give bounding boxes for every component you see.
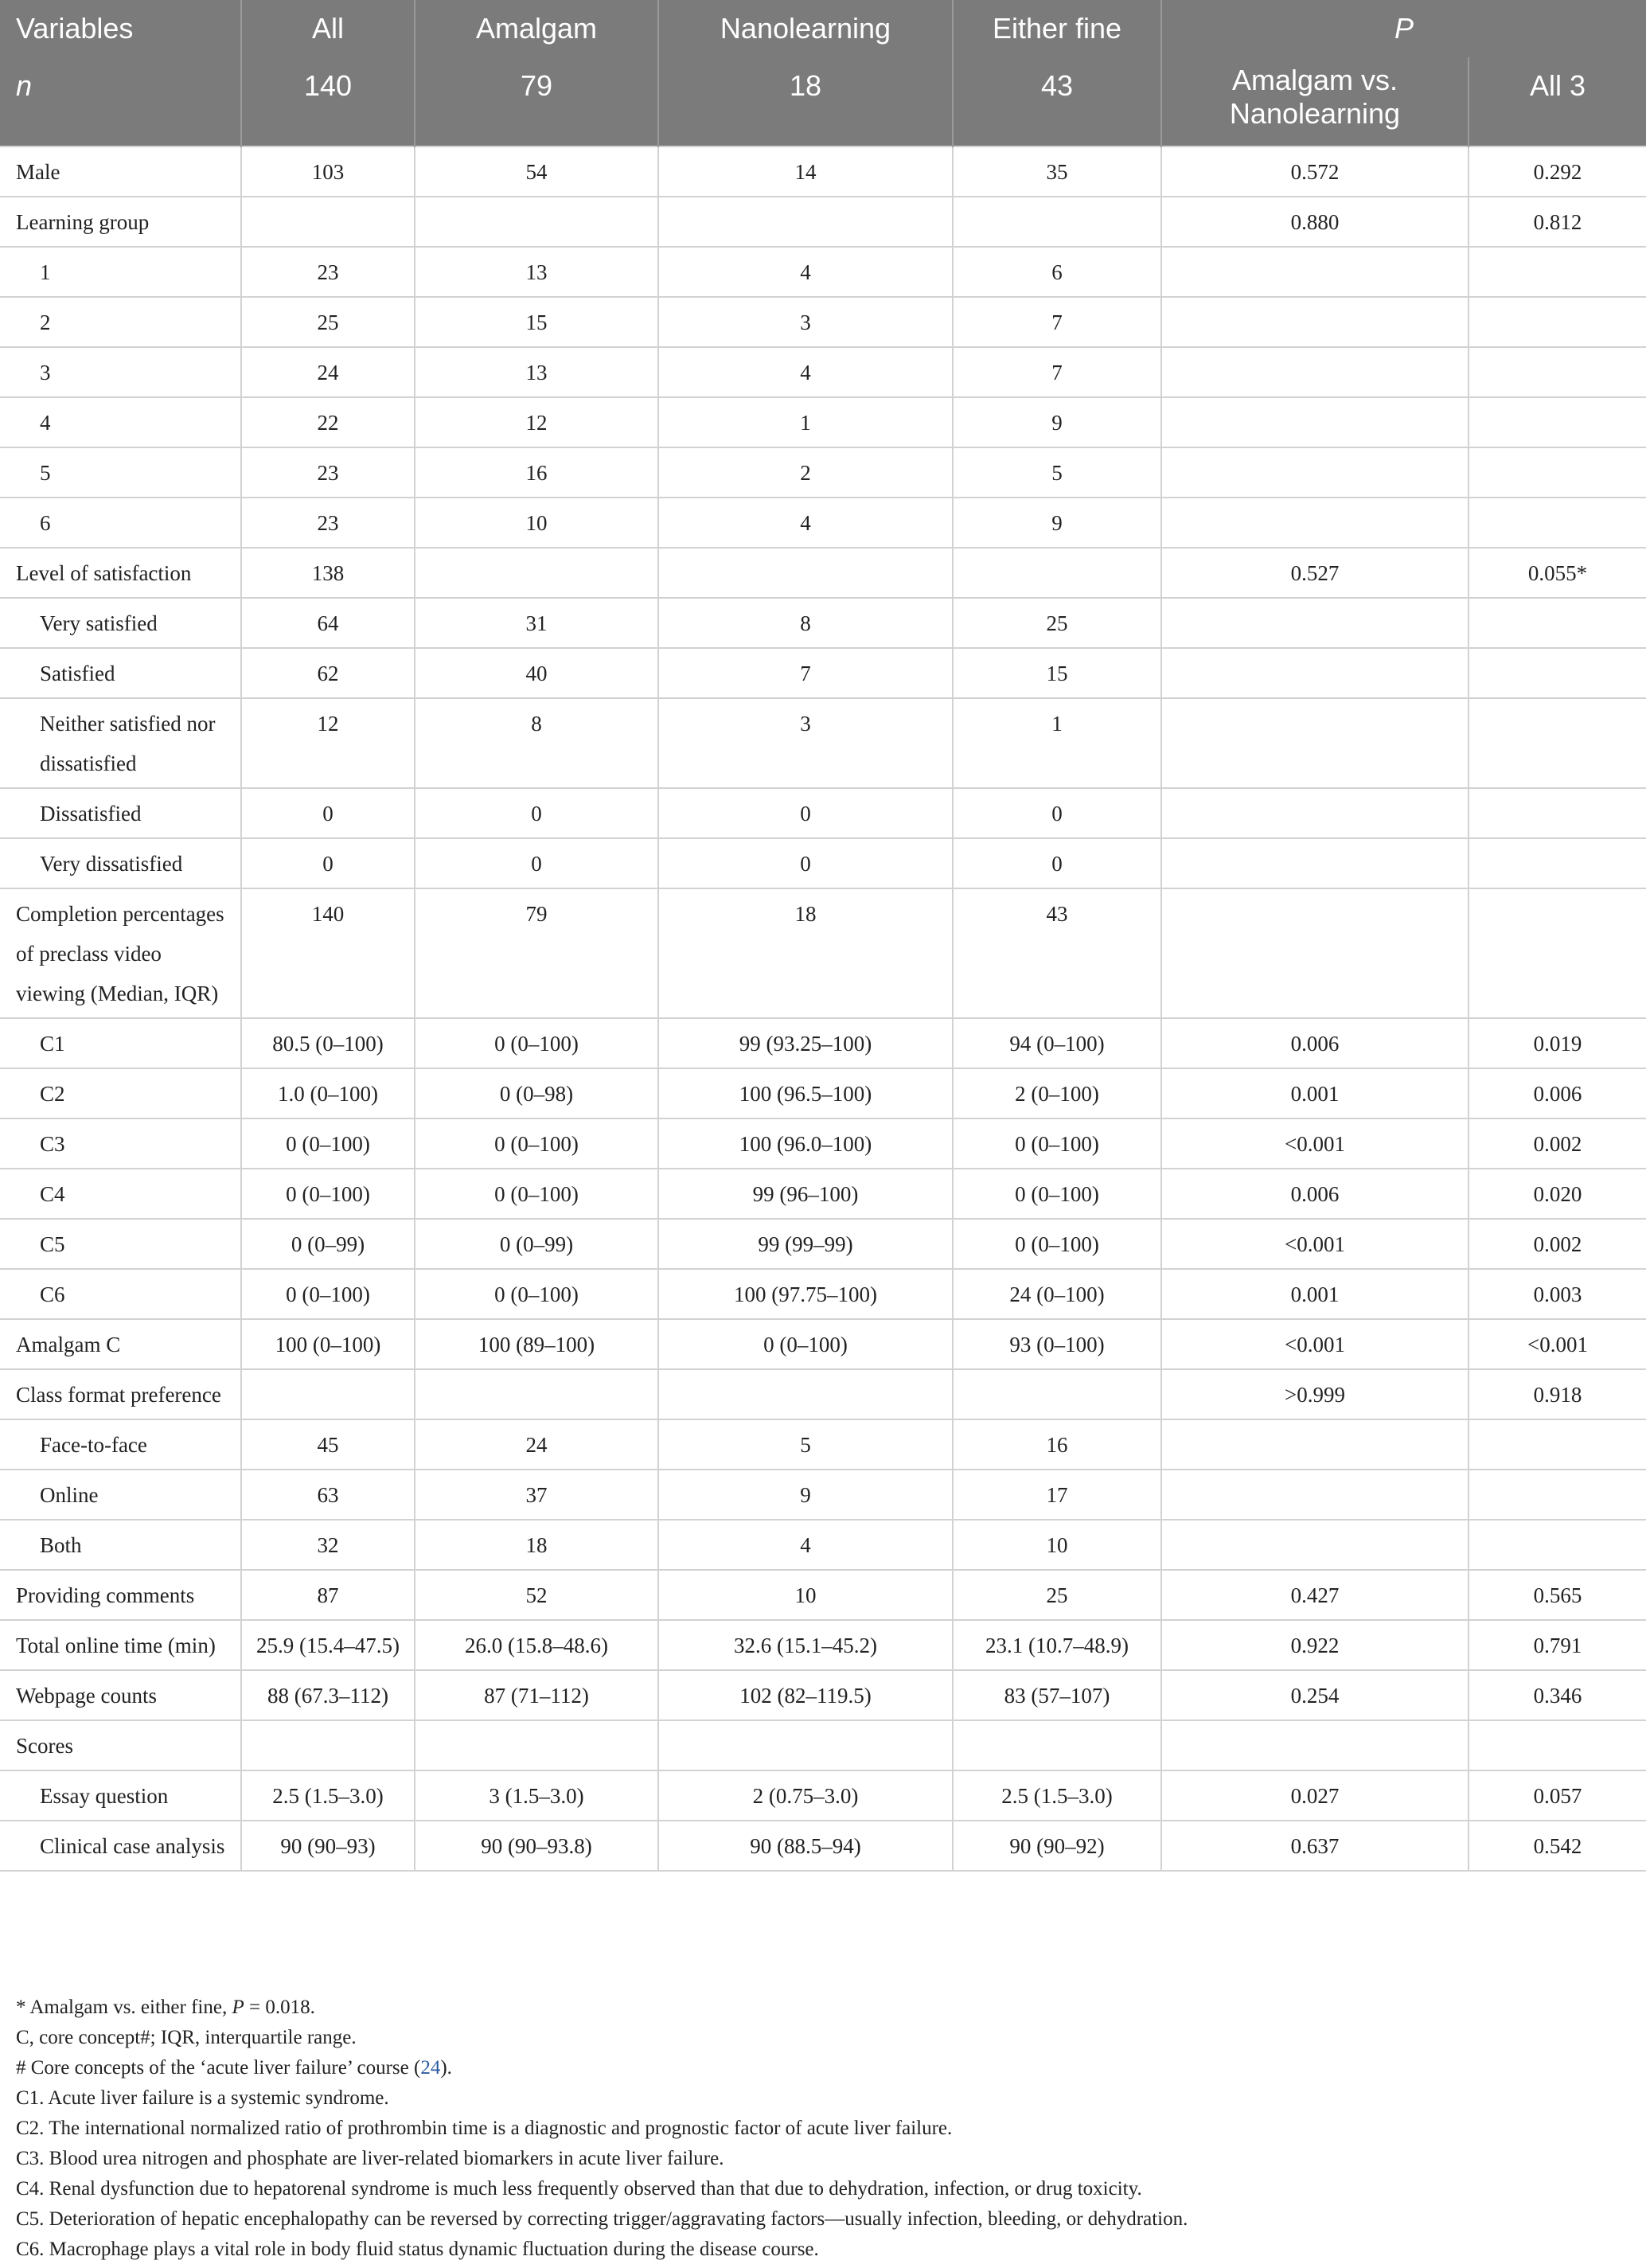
cell-p-amalgam-vs-nano: 0.427 — [1161, 1570, 1469, 1620]
cell-p-all3 — [1469, 598, 1646, 648]
cell-either-fine: 2 (0–100) — [953, 1068, 1161, 1118]
cell-amalgam: 15 — [415, 297, 658, 347]
table-row — [0, 648, 1646, 698]
row-label: Dissatisfied — [0, 788, 241, 838]
header-n-amalgam: 79 — [415, 57, 658, 146]
cell-either-fine: 23.1 (10.7–48.9) — [953, 1620, 1161, 1670]
table-row — [0, 838, 1646, 888]
header-amalgam: Amalgam — [415, 0, 658, 57]
cell-p-amalgam-vs-nano: >0.999 — [1161, 1369, 1469, 1419]
row-label: C3 — [0, 1118, 241, 1169]
row-label: Providing comments — [0, 1570, 241, 1620]
cell-p-all3: 0.020 — [1469, 1169, 1646, 1219]
cell-either-fine: 7 — [953, 347, 1161, 397]
row-label: Both — [0, 1520, 241, 1570]
cell-p-amalgam-vs-nano — [1161, 788, 1469, 838]
cell-p-amalgam-vs-nano — [1161, 347, 1469, 397]
table-row — [0, 1419, 1646, 1470]
row-label: Very dissatisfied — [0, 838, 241, 888]
cell-p-all3 — [1469, 1720, 1646, 1770]
cell-amalgam: 13 — [415, 347, 658, 397]
cell-nanolearning: 14 — [658, 146, 953, 197]
table-row — [0, 888, 1646, 1018]
cell-p-amalgam-vs-nano: 0.880 — [1161, 197, 1469, 247]
table-row — [0, 1068, 1646, 1118]
cell-p-amalgam-vs-nano: 0.006 — [1161, 1018, 1469, 1068]
cell-all: 1.0 (0–100) — [241, 1068, 415, 1118]
cell-p-all3 — [1469, 297, 1646, 347]
row-label: Completion percentages of preclass video viewing (Median, IQR) — [0, 888, 241, 1018]
cell-p-amalgam-vs-nano: 0.027 — [1161, 1770, 1469, 1821]
cell-p-amalgam-vs-nano: <0.001 — [1161, 1319, 1469, 1369]
cell-amalgam: 26.0 (15.8–48.6) — [415, 1620, 658, 1670]
row-label: Clinical case analysis — [0, 1821, 241, 1871]
row-label: 6 — [0, 498, 241, 548]
concept-c6: C6. Macrophage plays a vital role in body fluid status dynamic fluctuation during the disease course. — [16, 2239, 819, 2260]
cell-either-fine: 0 (0–100) — [953, 1219, 1161, 1269]
row-label: Male — [0, 146, 241, 197]
row-label: Satisfied — [0, 648, 241, 698]
header-nanolearning: Nanolearning — [658, 0, 953, 57]
cell-amalgam: 0 (0–99) — [415, 1219, 658, 1269]
cell-either-fine: 1 — [953, 698, 1161, 788]
cell-p-all3 — [1469, 838, 1646, 888]
cell-amalgam: 0 (0–98) — [415, 1068, 658, 1118]
cell-amalgam: 0 — [415, 788, 658, 838]
concept-c3: C3. Blood urea nitrogen and phosphate are liver-related biomarkers in acute liver failure. — [16, 2148, 724, 2169]
cell-either-fine: 94 (0–100) — [953, 1018, 1161, 1068]
cell-nanolearning: 99 (93.25–100) — [658, 1018, 953, 1068]
cell-either-fine: 93 (0–100) — [953, 1319, 1161, 1369]
cell-either-fine: 6 — [953, 247, 1161, 297]
cell-all — [241, 1720, 415, 1770]
cell-nanolearning: 32.6 (15.1–45.2) — [658, 1620, 953, 1670]
cell-amalgam: 16 — [415, 447, 658, 498]
table-row — [0, 347, 1646, 397]
cell-all: 103 — [241, 146, 415, 197]
cell-nanolearning: 99 (99–99) — [658, 1219, 953, 1269]
cell-p-amalgam-vs-nano — [1161, 297, 1469, 347]
header-all: All — [241, 0, 415, 57]
cell-p-all3 — [1469, 788, 1646, 838]
cell-either-fine: 43 — [953, 888, 1161, 1018]
row-label: Scores — [0, 1720, 241, 1770]
row-label: Level of satisfaction — [0, 548, 241, 598]
row-label: Webpage counts — [0, 1670, 241, 1720]
cell-all: 90 (90–93) — [241, 1821, 415, 1871]
header-either-fine: Either fine — [953, 0, 1161, 57]
cell-amalgam: 40 — [415, 648, 658, 698]
cell-p-all3: 0.002 — [1469, 1219, 1646, 1269]
table-row — [0, 247, 1646, 297]
cell-p-amalgam-vs-nano — [1161, 1470, 1469, 1520]
cell-all: 25 — [241, 297, 415, 347]
cell-nanolearning: 8 — [658, 598, 953, 648]
header-variables: Variables — [0, 0, 241, 57]
cell-p-amalgam-vs-nano — [1161, 447, 1469, 498]
cell-all: 140 — [241, 888, 415, 1018]
cell-all: 24 — [241, 347, 415, 397]
cell-either-fine: 0 — [953, 788, 1161, 838]
row-label: 2 — [0, 297, 241, 347]
cell-either-fine — [953, 1369, 1161, 1419]
cell-nanolearning: 4 — [658, 347, 953, 397]
cell-nanolearning: 3 — [658, 297, 953, 347]
cell-nanolearning: 0 (0–100) — [658, 1319, 953, 1369]
concept-c2: C2. The international normalized ratio of prothrombin time is a diagnostic and prognostic factor of acute liver failure. — [16, 2118, 953, 2139]
cell-p-all3 — [1469, 247, 1646, 297]
cell-amalgam: 13 — [415, 247, 658, 297]
cell-nanolearning: 4 — [658, 1520, 953, 1570]
table-row — [0, 1169, 1646, 1219]
row-label: Class format preference — [0, 1369, 241, 1419]
cell-p-amalgam-vs-nano: <0.001 — [1161, 1219, 1469, 1269]
cell-all: 23 — [241, 498, 415, 548]
cell-amalgam — [415, 548, 658, 598]
table-row — [0, 146, 1646, 197]
cell-p-all3: 0.006 — [1469, 1068, 1646, 1118]
cell-p-all3 — [1469, 888, 1646, 1018]
row-label: C4 — [0, 1169, 241, 1219]
cell-all: 0 — [241, 838, 415, 888]
table-row — [0, 788, 1646, 838]
reference-link[interactable]: 24 — [420, 2057, 441, 2079]
cell-p-all3: 0.346 — [1469, 1670, 1646, 1720]
row-label: 3 — [0, 347, 241, 397]
cell-either-fine: 5 — [953, 447, 1161, 498]
row-label: Very satisfied — [0, 598, 241, 648]
table-row — [0, 197, 1646, 247]
cell-p-all3: 0.003 — [1469, 1269, 1646, 1319]
table-row — [0, 598, 1646, 648]
row-label: Total online time (min) — [0, 1620, 241, 1670]
cell-p-amalgam-vs-nano — [1161, 838, 1469, 888]
table-row — [0, 1369, 1646, 1419]
cell-amalgam: 90 (90–93.8) — [415, 1821, 658, 1871]
cell-nanolearning — [658, 1369, 953, 1419]
cell-p-amalgam-vs-nano — [1161, 888, 1469, 1018]
cell-nanolearning: 4 — [658, 247, 953, 297]
cell-either-fine: 0 (0–100) — [953, 1118, 1161, 1169]
header-p-all3: All 3 — [1469, 57, 1646, 146]
cell-all: 0 — [241, 788, 415, 838]
row-label: 5 — [0, 447, 241, 498]
cell-either-fine — [953, 548, 1161, 598]
table-body — [0, 146, 1646, 1871]
cell-p-amalgam-vs-nano — [1161, 698, 1469, 788]
cell-p-amalgam-vs-nano: 0.001 — [1161, 1269, 1469, 1319]
row-label: Face-to-face — [0, 1419, 241, 1470]
cell-nanolearning: 7 — [658, 648, 953, 698]
footnote-abbrev: C, core concept#; IQR, interquartile range. — [16, 2027, 357, 2048]
cell-amalgam: 0 (0–100) — [415, 1269, 658, 1319]
table-row — [0, 1670, 1646, 1720]
cell-all: 64 — [241, 598, 415, 648]
header-n-row — [0, 57, 1646, 146]
cell-all: 22 — [241, 397, 415, 447]
table-row — [0, 1620, 1646, 1670]
cell-p-amalgam-vs-nano: <0.001 — [1161, 1118, 1469, 1169]
cell-all: 25.9 (15.4–47.5) — [241, 1620, 415, 1670]
cell-either-fine: 15 — [953, 648, 1161, 698]
cell-all: 100 (0–100) — [241, 1319, 415, 1369]
cell-nanolearning — [658, 548, 953, 598]
cell-all: 87 — [241, 1570, 415, 1620]
cell-amalgam: 100 (89–100) — [415, 1319, 658, 1369]
header-n-nanolearning: 18 — [658, 57, 953, 146]
cell-amalgam: 18 — [415, 1520, 658, 1570]
cell-nanolearning: 100 (96.0–100) — [658, 1118, 953, 1169]
table-row — [0, 1770, 1646, 1821]
cell-p-all3 — [1469, 1419, 1646, 1470]
cell-either-fine: 83 (57–107) — [953, 1670, 1161, 1720]
cell-p-all3: <0.001 — [1469, 1319, 1646, 1369]
cell-either-fine: 2.5 (1.5–3.0) — [953, 1770, 1161, 1821]
cell-nanolearning: 102 (82–119.5) — [658, 1670, 953, 1720]
cell-nanolearning: 18 — [658, 888, 953, 1018]
row-label: Amalgam C — [0, 1319, 241, 1369]
cell-nanolearning: 0 — [658, 838, 953, 888]
cell-amalgam: 10 — [415, 498, 658, 548]
table-row — [0, 1118, 1646, 1169]
table-row — [0, 1570, 1646, 1620]
cell-nanolearning: 5 — [658, 1419, 953, 1470]
cell-amalgam: 0 (0–100) — [415, 1018, 658, 1068]
table-row — [0, 1821, 1646, 1871]
cell-either-fine: 25 — [953, 598, 1161, 648]
table-row — [0, 1520, 1646, 1570]
table-row — [0, 1470, 1646, 1520]
cell-amalgam: 37 — [415, 1470, 658, 1520]
cell-either-fine: 9 — [953, 397, 1161, 447]
cell-all: 138 — [241, 548, 415, 598]
row-label: 1 — [0, 247, 241, 297]
cell-p-amalgam-vs-nano — [1161, 1419, 1469, 1470]
cell-all: 2.5 (1.5–3.0) — [241, 1770, 415, 1821]
table-row — [0, 698, 1646, 788]
cell-either-fine: 24 (0–100) — [953, 1269, 1161, 1319]
cell-p-all3: 0.292 — [1469, 146, 1646, 197]
cell-all: 88 (67.3–112) — [241, 1670, 415, 1720]
header-n-label: n — [0, 57, 241, 146]
table-row — [0, 297, 1646, 347]
cell-p-amalgam-vs-nano: 0.922 — [1161, 1620, 1469, 1670]
footnote-star-p: P — [232, 1997, 244, 2018]
footnote-core-concepts — [16, 2053, 1640, 2083]
cell-all: 80.5 (0–100) — [241, 1018, 415, 1068]
header-n-either-fine: 43 — [953, 57, 1161, 146]
table-row — [0, 1269, 1646, 1319]
cell-amalgam: 3 (1.5–3.0) — [415, 1770, 658, 1821]
cell-either-fine — [953, 1720, 1161, 1770]
cell-nanolearning: 100 (97.75–100) — [658, 1269, 953, 1319]
header-n-all: 140 — [241, 57, 415, 146]
cell-nanolearning: 9 — [658, 1470, 953, 1520]
cell-p-amalgam-vs-nano — [1161, 648, 1469, 698]
cell-all: 0 (0–100) — [241, 1269, 415, 1319]
cell-p-amalgam-vs-nano: 0.527 — [1161, 548, 1469, 598]
header-p-amalgam-vs-nano: Amalgam vs. Nanolearning — [1161, 57, 1469, 146]
cell-p-all3 — [1469, 648, 1646, 698]
cell-amalgam: 24 — [415, 1419, 658, 1470]
cell-either-fine — [953, 197, 1161, 247]
cell-p-amalgam-vs-nano — [1161, 247, 1469, 297]
cell-nanolearning: 4 — [658, 498, 953, 548]
cell-all: 0 (0–99) — [241, 1219, 415, 1269]
concept-c1: C1. Acute liver failure is a systemic syndrome. — [16, 2087, 389, 2109]
cell-nanolearning: 2 (0.75–3.0) — [658, 1770, 953, 1821]
cell-p-all3: 0.918 — [1469, 1369, 1646, 1419]
cell-p-all3 — [1469, 347, 1646, 397]
cell-p-all3 — [1469, 397, 1646, 447]
table-footnotes — [16, 1993, 1640, 2265]
cell-p-all3: 0.791 — [1469, 1620, 1646, 1670]
table-row — [0, 397, 1646, 447]
row-label: C5 — [0, 1219, 241, 1269]
cell-all — [241, 197, 415, 247]
cell-amalgam: 0 (0–100) — [415, 1169, 658, 1219]
cell-nanolearning: 10 — [658, 1570, 953, 1620]
row-label: C2 — [0, 1068, 241, 1118]
concept-c4: C4. Renal dysfunction due to hepatorenal syndrome is much less frequently observed than that due to dehydration, infection, or drug toxicity. — [16, 2178, 1142, 2200]
cell-p-all3: 0.565 — [1469, 1570, 1646, 1620]
cell-p-all3: 0.812 — [1469, 197, 1646, 247]
cell-nanolearning: 0 — [658, 788, 953, 838]
cell-p-amalgam-vs-nano — [1161, 598, 1469, 648]
cell-p-amalgam-vs-nano — [1161, 1520, 1469, 1570]
row-label: Learning group — [0, 197, 241, 247]
cell-either-fine: 35 — [953, 146, 1161, 197]
row-label: 4 — [0, 397, 241, 447]
cell-amalgam: 8 — [415, 698, 658, 788]
cell-nanolearning: 1 — [658, 397, 953, 447]
cell-all: 0 (0–100) — [241, 1118, 415, 1169]
cell-all: 23 — [241, 247, 415, 297]
row-label: Neither satisfied nor dissatisfied — [0, 698, 241, 788]
cell-amalgam — [415, 1720, 658, 1770]
cell-p-amalgam-vs-nano — [1161, 397, 1469, 447]
cell-either-fine: 17 — [953, 1470, 1161, 1520]
table-row — [0, 1018, 1646, 1068]
row-label: Online — [0, 1470, 241, 1520]
cell-nanolearning: 100 (96.5–100) — [658, 1068, 953, 1118]
table-row — [0, 1219, 1646, 1269]
row-label: C6 — [0, 1269, 241, 1319]
cell-either-fine: 7 — [953, 297, 1161, 347]
footnote-core-suffix: ). — [440, 2057, 452, 2079]
footnote-star-value: = 0.018. — [244, 1997, 315, 2018]
cell-nanolearning — [658, 1720, 953, 1770]
cell-p-all3: 0.019 — [1469, 1018, 1646, 1068]
table-row — [0, 498, 1646, 548]
cell-p-all3 — [1469, 698, 1646, 788]
row-label: C1 — [0, 1018, 241, 1068]
table-row — [0, 1319, 1646, 1369]
cell-p-all3 — [1469, 498, 1646, 548]
cell-nanolearning: 99 (96–100) — [658, 1169, 953, 1219]
table-row — [0, 1720, 1646, 1770]
table-row — [0, 548, 1646, 598]
cell-either-fine: 0 (0–100) — [953, 1169, 1161, 1219]
cell-amalgam — [415, 197, 658, 247]
footnote-star-text: * Amalgam vs. either fine, — [16, 1997, 232, 2018]
cell-nanolearning: 2 — [658, 447, 953, 498]
cell-p-all3: 0.542 — [1469, 1821, 1646, 1871]
cell-either-fine: 90 (90–92) — [953, 1821, 1161, 1871]
cell-either-fine: 9 — [953, 498, 1161, 548]
footnote-core-text: # Core concepts of the ‘acute liver failure’ course ( — [16, 2057, 421, 2079]
cell-nanolearning — [658, 197, 953, 247]
cell-all — [241, 1369, 415, 1419]
cell-p-all3 — [1469, 1520, 1646, 1570]
cell-p-all3: 0.055* — [1469, 548, 1646, 598]
cell-p-all3: 0.002 — [1469, 1118, 1646, 1169]
cell-all: 63 — [241, 1470, 415, 1520]
cell-p-amalgam-vs-nano: 0.001 — [1161, 1068, 1469, 1118]
cell-either-fine: 10 — [953, 1520, 1161, 1570]
cell-amalgam: 0 (0–100) — [415, 1118, 658, 1169]
cell-all: 12 — [241, 698, 415, 788]
cell-amalgam: 87 (71–112) — [415, 1670, 658, 1720]
cell-all: 62 — [241, 648, 415, 698]
concept-c5: C5. Deterioration of hepatic encephalopathy can be reversed by correcting trigger/aggravating factors—usually infection, bleeding, or dehydration. — [16, 2208, 1188, 2230]
cell-p-all3: 0.057 — [1469, 1770, 1646, 1821]
cell-amalgam: 79 — [415, 888, 658, 1018]
header-p: P — [1161, 0, 1646, 57]
cell-amalgam: 52 — [415, 1570, 658, 1620]
cell-nanolearning: 3 — [658, 698, 953, 788]
cell-amalgam: 54 — [415, 146, 658, 197]
cell-all: 45 — [241, 1419, 415, 1470]
cell-p-amalgam-vs-nano: 0.254 — [1161, 1670, 1469, 1720]
cell-nanolearning: 90 (88.5–94) — [658, 1821, 953, 1871]
cell-p-amalgam-vs-nano: 0.006 — [1161, 1169, 1469, 1219]
cell-amalgam — [415, 1369, 658, 1419]
cell-either-fine: 25 — [953, 1570, 1161, 1620]
cell-all: 0 (0–100) — [241, 1169, 415, 1219]
cell-amalgam: 0 — [415, 838, 658, 888]
table-row — [0, 447, 1646, 498]
cell-all: 23 — [241, 447, 415, 498]
cell-p-amalgam-vs-nano — [1161, 498, 1469, 548]
cell-either-fine: 0 — [953, 838, 1161, 888]
cell-amalgam: 12 — [415, 397, 658, 447]
cell-amalgam: 31 — [415, 598, 658, 648]
cell-p-amalgam-vs-nano — [1161, 1720, 1469, 1770]
cell-either-fine: 16 — [953, 1419, 1161, 1470]
footnote-star — [16, 1993, 1640, 2023]
cell-p-all3 — [1469, 1470, 1646, 1520]
row-label: Essay question — [0, 1770, 241, 1821]
header-row — [0, 0, 1646, 57]
cell-p-all3 — [1469, 447, 1646, 498]
cell-p-amalgam-vs-nano: 0.637 — [1161, 1821, 1469, 1871]
cell-p-amalgam-vs-nano: 0.572 — [1161, 146, 1469, 197]
cell-all: 32 — [241, 1520, 415, 1570]
